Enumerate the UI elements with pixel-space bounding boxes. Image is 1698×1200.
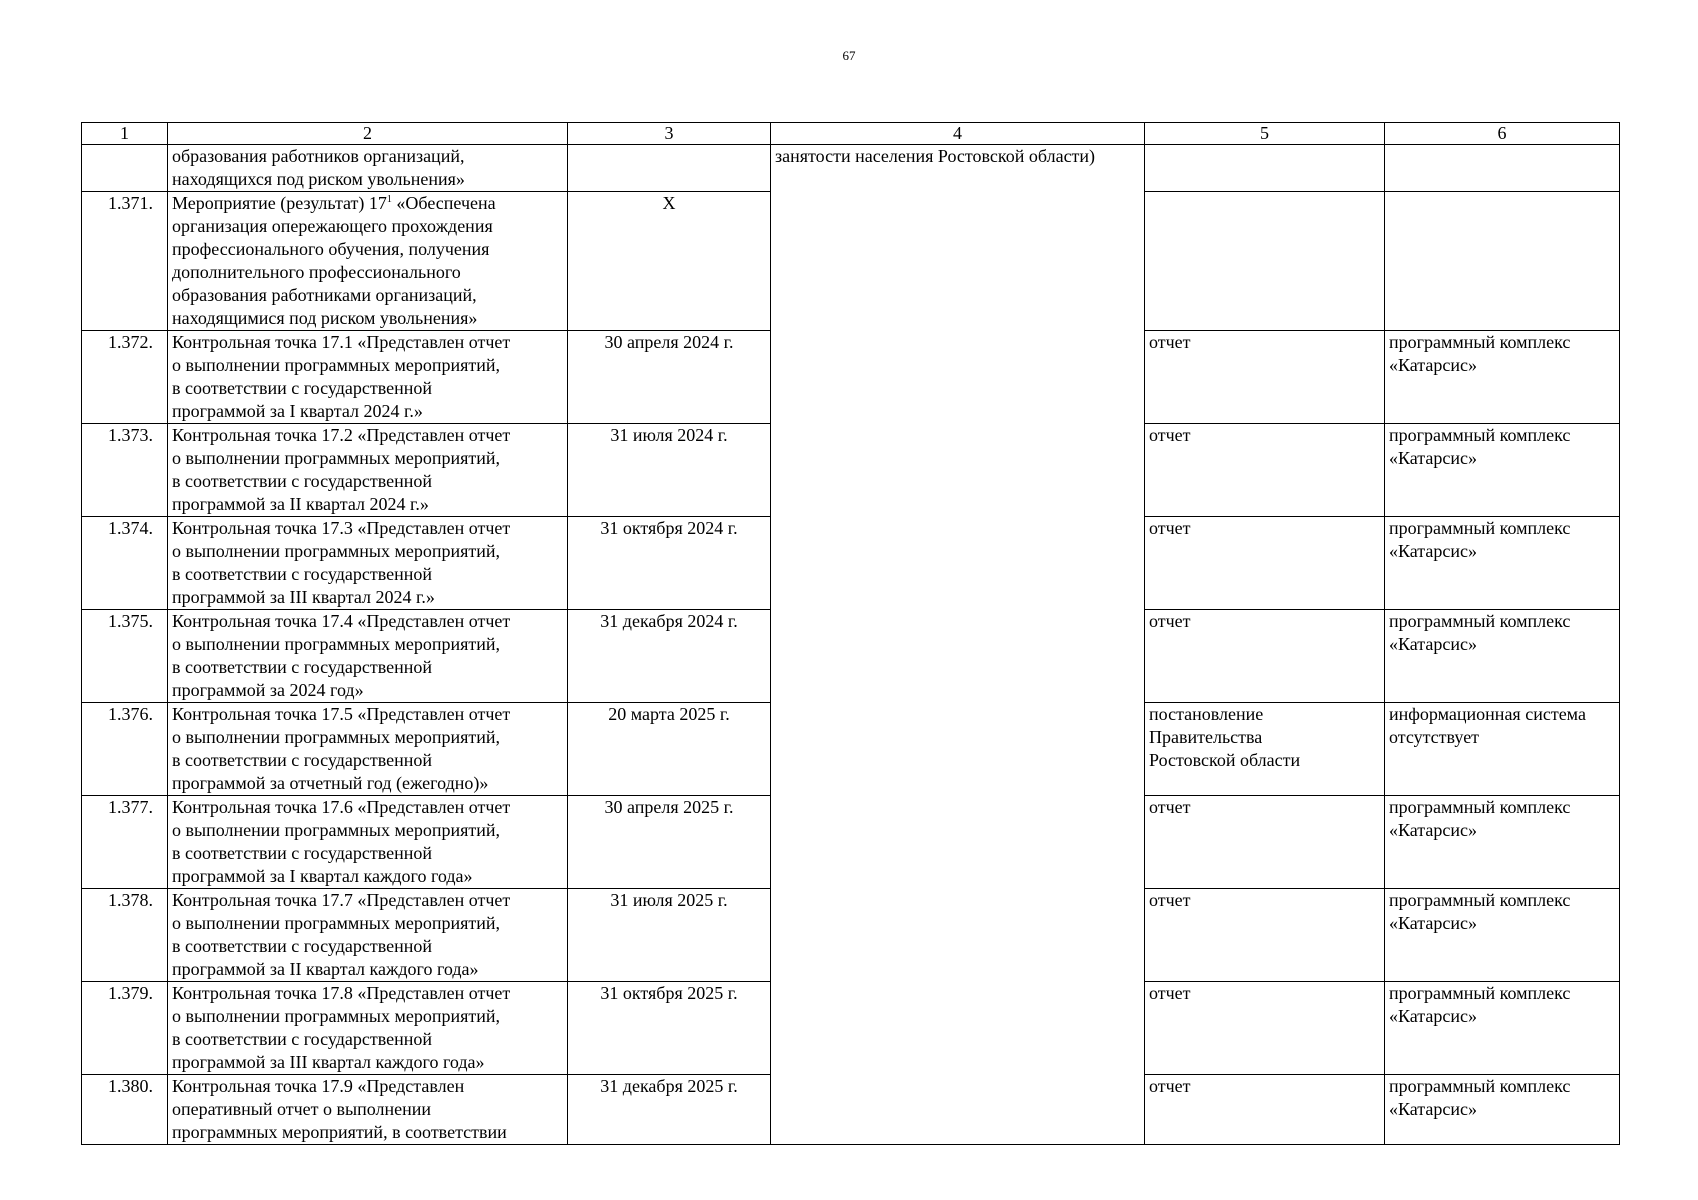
row-date: 31 июля 2024 г. <box>568 424 771 517</box>
row-number: 1.375. <box>82 610 168 703</box>
row-document: отчет <box>1145 610 1385 703</box>
row-date: 30 апреля 2024 г. <box>568 331 771 424</box>
event-name-rest: «Обеспечена организация опережающего прохождения профессионального обучения, получения дополнительного профессионального образования работниками организаций, находящимися под риском увольнения» <box>172 193 496 328</box>
row-name: Контрольная точка 17.2 «Представлен отчет о выполнении программных мероприятий, в соответствии с государственной программой за II квартал 2024 г.» <box>168 424 568 517</box>
row-date <box>568 145 771 192</box>
column-header: 6 <box>1385 123 1620 145</box>
row-document: постановление Правительства Ростовской области <box>1145 703 1385 796</box>
row-system: программный комплекс «Катарсис» <box>1385 331 1620 424</box>
row-date: 31 декабря 2025 г. <box>568 1075 771 1145</box>
column-header: 2 <box>168 123 568 145</box>
row-number: 1.373. <box>82 424 168 517</box>
row-number: 1.379. <box>82 982 168 1075</box>
row-name: Контрольная точка 17.9 «Представлен оперативный отчет о выполнении программных мероприятий, в соответствии <box>168 1075 568 1145</box>
row-system: программный комплекс «Катарсис» <box>1385 424 1620 517</box>
row-number: 1.371. <box>82 192 168 331</box>
row-date: 31 июля 2025 г. <box>568 889 771 982</box>
row-name: Контрольная точка 17.7 «Представлен отчет о выполнении программных мероприятий, в соответствии с государственной программой за II квартал каждого года» <box>168 889 568 982</box>
column-header: 4 <box>771 123 1145 145</box>
row-document: отчет <box>1145 331 1385 424</box>
row-number: 1.380. <box>82 1075 168 1145</box>
row-document: отчет <box>1145 1075 1385 1145</box>
row-date: Х <box>568 192 771 331</box>
column-header: 5 <box>1145 123 1385 145</box>
event-name-superscript: 1 <box>386 194 392 205</box>
row-system: программный комплекс «Катарсис» <box>1385 889 1620 982</box>
row-document: отчет <box>1145 796 1385 889</box>
row-number <box>82 145 168 192</box>
row-document: отчет <box>1145 517 1385 610</box>
row-system: информационная система отсутствует <box>1385 703 1620 796</box>
row-name: Контрольная точка 17.4 «Представлен отчет о выполнении программных мероприятий, в соответствии с государственной программой за 2024 год» <box>168 610 568 703</box>
row-name: образования работников организаций, находящихся под риском увольнения» <box>168 145 568 192</box>
row-name: Контрольная точка 17.5 «Представлен отчет о выполнении программных мероприятий, в соответствии с государственной программой за отчетный год (ежегодно)» <box>168 703 568 796</box>
row-date: 30 апреля 2025 г. <box>568 796 771 889</box>
responsible-cell: занятости населения Ростовской области) <box>771 145 1145 1145</box>
row-document <box>1145 192 1385 331</box>
row-document: отчет <box>1145 889 1385 982</box>
column-header: 1 <box>82 123 168 145</box>
table-row <box>82 145 1620 192</box>
row-document: отчет <box>1145 982 1385 1075</box>
row-name: Контрольная точка 17.1 «Представлен отчет о выполнении программных мероприятий, в соответствии с государственной программой за I квартал 2024 г.» <box>168 331 568 424</box>
row-number: 1.372. <box>82 331 168 424</box>
row-number: 1.376. <box>82 703 168 796</box>
row-system: программный комплекс «Катарсис» <box>1385 610 1620 703</box>
row-date: 31 декабря 2024 г. <box>568 610 771 703</box>
row-name: Контрольная точка 17.6 «Представлен отчет о выполнении программных мероприятий, в соответствии с государственной программой за I квартал каждого года» <box>168 796 568 889</box>
row-system: программный комплекс «Катарсис» <box>1385 1075 1620 1145</box>
row-document <box>1145 145 1385 192</box>
row-system: программный комплекс «Катарсис» <box>1385 796 1620 889</box>
row-date: 31 октября 2025 г. <box>568 982 771 1075</box>
header-row <box>82 123 1620 145</box>
row-system: программный комплекс «Катарсис» <box>1385 982 1620 1075</box>
plan-table <box>81 122 1620 1145</box>
column-header: 3 <box>568 123 771 145</box>
row-system <box>1385 192 1620 331</box>
page-number: 67 <box>842 48 856 63</box>
row-date: 20 марта 2025 г. <box>568 703 771 796</box>
row-number: 1.377. <box>82 796 168 889</box>
row-number: 1.378. <box>82 889 168 982</box>
row-name: Контрольная точка 17.8 «Представлен отчет о выполнении программных мероприятий, в соответствии с государственной программой за III квартал каждого года» <box>168 982 568 1075</box>
event-name-prefix: Мероприятие (результат) 17 <box>172 193 387 213</box>
row-name <box>168 192 568 331</box>
row-document: отчет <box>1145 424 1385 517</box>
row-name: Контрольная точка 17.3 «Представлен отчет о выполнении программных мероприятий, в соответствии с государственной программой за III квартал 2024 г.» <box>168 517 568 610</box>
row-system: программный комплекс «Катарсис» <box>1385 517 1620 610</box>
row-date: 31 октября 2024 г. <box>568 517 771 610</box>
row-system <box>1385 145 1620 192</box>
row-number: 1.374. <box>82 517 168 610</box>
